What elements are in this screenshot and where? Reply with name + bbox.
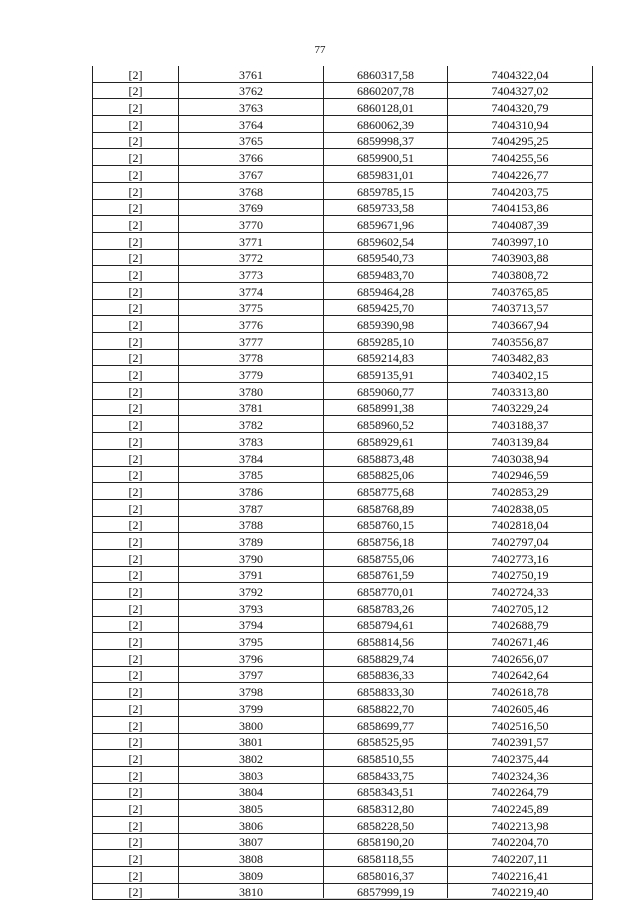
reference-cell: [2] <box>93 466 179 483</box>
x-coordinate-cell: 6858510,55 <box>324 750 448 767</box>
table-row <box>93 182 593 199</box>
table-row <box>93 867 593 884</box>
coordinates-table <box>92 66 593 900</box>
table-row <box>93 566 593 583</box>
point-number-cell: 3788 <box>179 516 324 533</box>
point-number-cell: 3762 <box>179 82 324 99</box>
y-coordinate-cell: 7402207,11 <box>448 850 593 867</box>
x-coordinate-cell: 6858775,68 <box>324 483 448 500</box>
x-coordinate-cell: 6860062,39 <box>324 116 448 133</box>
x-coordinate-cell: 6858699,77 <box>324 716 448 733</box>
x-coordinate-cell: 6858190,20 <box>324 833 448 850</box>
reference-cell: [2] <box>93 850 179 867</box>
point-number-cell: 3795 <box>179 633 324 650</box>
point-number-cell: 3761 <box>179 66 324 82</box>
y-coordinate-cell: 7403402,15 <box>448 366 593 383</box>
y-coordinate-cell: 7402219,40 <box>448 883 593 900</box>
reference-cell: [2] <box>93 282 179 299</box>
table-row <box>93 449 593 466</box>
y-coordinate-cell: 7403556,87 <box>448 333 593 350</box>
table-row <box>93 232 593 249</box>
x-coordinate-cell: 6858343,51 <box>324 783 448 800</box>
point-number-cell: 3764 <box>179 116 324 133</box>
x-coordinate-cell: 6859785,15 <box>324 182 448 199</box>
point-number-cell: 3789 <box>179 533 324 550</box>
table-row <box>93 316 593 333</box>
point-number-cell: 3766 <box>179 149 324 166</box>
reference-cell: [2] <box>93 383 179 400</box>
table-row <box>93 149 593 166</box>
point-number-cell: 3790 <box>179 549 324 566</box>
reference-cell: [2] <box>93 733 179 750</box>
x-coordinate-cell: 6859285,10 <box>324 333 448 350</box>
y-coordinate-cell: 7402245,89 <box>448 800 593 817</box>
point-number-cell: 3810 <box>179 883 324 900</box>
x-coordinate-cell: 6858760,15 <box>324 516 448 533</box>
table-row <box>93 833 593 850</box>
x-coordinate-cell: 6858836,33 <box>324 666 448 683</box>
table-row <box>93 549 593 566</box>
reference-cell: [2] <box>93 349 179 366</box>
table-row <box>93 466 593 483</box>
point-number-cell: 3776 <box>179 316 324 333</box>
point-number-cell: 3781 <box>179 399 324 416</box>
table-row <box>93 516 593 533</box>
bottom-rule <box>150 898 510 899</box>
y-coordinate-cell: 7402605,46 <box>448 700 593 717</box>
point-number-cell: 3786 <box>179 483 324 500</box>
table-row <box>93 299 593 316</box>
x-coordinate-cell: 6858768,89 <box>324 499 448 516</box>
x-coordinate-cell: 6858770,01 <box>324 583 448 600</box>
y-coordinate-cell: 7402750,19 <box>448 566 593 583</box>
point-number-cell: 3792 <box>179 583 324 600</box>
point-number-cell: 3798 <box>179 683 324 700</box>
point-number-cell: 3780 <box>179 383 324 400</box>
reference-cell: [2] <box>93 499 179 516</box>
table-row <box>93 850 593 867</box>
y-coordinate-cell: 7403667,94 <box>448 316 593 333</box>
table-row <box>93 199 593 216</box>
x-coordinate-cell: 6860207,78 <box>324 82 448 99</box>
y-coordinate-cell: 7402216,41 <box>448 867 593 884</box>
y-coordinate-cell: 7402642,64 <box>448 666 593 683</box>
reference-cell: [2] <box>93 316 179 333</box>
x-coordinate-cell: 6859135,91 <box>324 366 448 383</box>
reference-cell: [2] <box>93 433 179 450</box>
table-row <box>93 533 593 550</box>
y-coordinate-cell: 7404203,75 <box>448 182 593 199</box>
table-row <box>93 483 593 500</box>
y-coordinate-cell: 7402375,44 <box>448 750 593 767</box>
point-number-cell: 3802 <box>179 750 324 767</box>
reference-cell: [2] <box>93 182 179 199</box>
table-row <box>93 349 593 366</box>
x-coordinate-cell: 6858783,26 <box>324 600 448 617</box>
x-coordinate-cell: 6859060,77 <box>324 383 448 400</box>
y-coordinate-cell: 7403713,57 <box>448 299 593 316</box>
point-number-cell: 3809 <box>179 867 324 884</box>
y-coordinate-cell: 7402618,78 <box>448 683 593 700</box>
table-row <box>93 800 593 817</box>
point-number-cell: 3784 <box>179 449 324 466</box>
x-coordinate-cell: 6858755,06 <box>324 549 448 566</box>
table-row <box>93 433 593 450</box>
table-row <box>93 416 593 433</box>
reference-cell: [2] <box>93 600 179 617</box>
x-coordinate-cell: 6859831,01 <box>324 166 448 183</box>
point-number-cell: 3787 <box>179 499 324 516</box>
y-coordinate-cell: 7403139,84 <box>448 433 593 450</box>
reference-cell: [2] <box>93 149 179 166</box>
reference-cell: [2] <box>93 299 179 316</box>
reference-cell: [2] <box>93 99 179 116</box>
table-row <box>93 816 593 833</box>
x-coordinate-cell: 6858761,59 <box>324 566 448 583</box>
point-number-cell: 3808 <box>179 850 324 867</box>
point-number-cell: 3806 <box>179 816 324 833</box>
reference-cell: [2] <box>93 883 179 900</box>
x-coordinate-cell: 6859540,73 <box>324 249 448 266</box>
point-number-cell: 3796 <box>179 650 324 667</box>
point-number-cell: 3793 <box>179 600 324 617</box>
x-coordinate-cell: 6858929,61 <box>324 433 448 450</box>
x-coordinate-cell: 6858991,38 <box>324 399 448 416</box>
reference-cell: [2] <box>93 766 179 783</box>
point-number-cell: 3799 <box>179 700 324 717</box>
y-coordinate-cell: 7404320,79 <box>448 99 593 116</box>
point-number-cell: 3767 <box>179 166 324 183</box>
y-coordinate-cell: 7403997,10 <box>448 232 593 249</box>
reference-cell: [2] <box>93 366 179 383</box>
x-coordinate-cell: 6858822,70 <box>324 700 448 717</box>
reference-cell: [2] <box>93 666 179 683</box>
reference-cell: [2] <box>93 716 179 733</box>
table-row <box>93 683 593 700</box>
table-row <box>93 616 593 633</box>
point-number-cell: 3775 <box>179 299 324 316</box>
table-row <box>93 66 593 82</box>
y-coordinate-cell: 7404153,86 <box>448 199 593 216</box>
x-coordinate-cell: 6858873,48 <box>324 449 448 466</box>
reference-cell: [2] <box>93 533 179 550</box>
reference-cell: [2] <box>93 750 179 767</box>
x-coordinate-cell: 6859464,28 <box>324 282 448 299</box>
reference-cell: [2] <box>93 816 179 833</box>
reference-cell: [2] <box>93 132 179 149</box>
x-coordinate-cell: 6858829,74 <box>324 650 448 667</box>
point-number-cell: 3779 <box>179 366 324 383</box>
point-number-cell: 3800 <box>179 716 324 733</box>
x-coordinate-cell: 6858833,30 <box>324 683 448 700</box>
reference-cell: [2] <box>93 583 179 600</box>
x-coordinate-cell: 6858118,55 <box>324 850 448 867</box>
table-row <box>93 166 593 183</box>
point-number-cell: 3801 <box>179 733 324 750</box>
y-coordinate-cell: 7404327,02 <box>448 82 593 99</box>
x-coordinate-cell: 6858960,52 <box>324 416 448 433</box>
x-coordinate-cell: 6858228,50 <box>324 816 448 833</box>
x-coordinate-cell: 6858794,61 <box>324 616 448 633</box>
table-row <box>93 716 593 733</box>
table-row <box>93 766 593 783</box>
reference-cell: [2] <box>93 783 179 800</box>
point-number-cell: 3778 <box>179 349 324 366</box>
x-coordinate-cell: 6859900,51 <box>324 149 448 166</box>
x-coordinate-cell: 6860128,01 <box>324 99 448 116</box>
x-coordinate-cell: 6859214,83 <box>324 349 448 366</box>
reference-cell: [2] <box>93 216 179 233</box>
table-row <box>93 783 593 800</box>
point-number-cell: 3774 <box>179 282 324 299</box>
table-row <box>93 399 593 416</box>
table-row <box>93 650 593 667</box>
reference-cell: [2] <box>93 549 179 566</box>
reference-cell: [2] <box>93 199 179 216</box>
y-coordinate-cell: 7404295,25 <box>448 132 593 149</box>
table-row <box>93 333 593 350</box>
point-number-cell: 3765 <box>179 132 324 149</box>
table-row <box>93 583 593 600</box>
y-coordinate-cell: 7404226,77 <box>448 166 593 183</box>
x-coordinate-cell: 6859998,37 <box>324 132 448 149</box>
y-coordinate-cell: 7402688,79 <box>448 616 593 633</box>
x-coordinate-cell: 6858756,18 <box>324 533 448 550</box>
reference-cell: [2] <box>93 82 179 99</box>
reference-cell: [2] <box>93 867 179 884</box>
y-coordinate-cell: 7402838,05 <box>448 499 593 516</box>
reference-cell: [2] <box>93 416 179 433</box>
x-coordinate-cell: 6859602,54 <box>324 232 448 249</box>
table-row <box>93 82 593 99</box>
reference-cell: [2] <box>93 516 179 533</box>
y-coordinate-cell: 7402213,98 <box>448 816 593 833</box>
point-number-cell: 3804 <box>179 783 324 800</box>
table-row <box>93 750 593 767</box>
table-row <box>93 216 593 233</box>
y-coordinate-cell: 7402705,12 <box>448 600 593 617</box>
y-coordinate-cell: 7402264,79 <box>448 783 593 800</box>
y-coordinate-cell: 7403765,85 <box>448 282 593 299</box>
point-number-cell: 3769 <box>179 199 324 216</box>
x-coordinate-cell: 6860317,58 <box>324 66 448 82</box>
table-row <box>93 633 593 650</box>
table-row <box>93 132 593 149</box>
y-coordinate-cell: 7404322,04 <box>448 66 593 82</box>
y-coordinate-cell: 7402818,04 <box>448 516 593 533</box>
reference-cell: [2] <box>93 249 179 266</box>
x-coordinate-cell: 6858814,56 <box>324 633 448 650</box>
reference-cell: [2] <box>93 399 179 416</box>
point-number-cell: 3797 <box>179 666 324 683</box>
reference-cell: [2] <box>93 66 179 82</box>
y-coordinate-cell: 7402724,33 <box>448 583 593 600</box>
y-coordinate-cell: 7402324,36 <box>448 766 593 783</box>
point-number-cell: 3773 <box>179 266 324 283</box>
point-number-cell: 3794 <box>179 616 324 633</box>
y-coordinate-cell: 7402204,70 <box>448 833 593 850</box>
table-row <box>93 116 593 133</box>
x-coordinate-cell: 6859671,96 <box>324 216 448 233</box>
point-number-cell: 3791 <box>179 566 324 583</box>
y-coordinate-cell: 7402656,07 <box>448 650 593 667</box>
y-coordinate-cell: 7403808,72 <box>448 266 593 283</box>
reference-cell: [2] <box>93 633 179 650</box>
point-number-cell: 3783 <box>179 433 324 450</box>
reference-cell: [2] <box>93 116 179 133</box>
x-coordinate-cell: 6858016,37 <box>324 867 448 884</box>
x-coordinate-cell: 6858825,06 <box>324 466 448 483</box>
y-coordinate-cell: 7402391,57 <box>448 733 593 750</box>
reference-cell: [2] <box>93 166 179 183</box>
x-coordinate-cell: 6857999,19 <box>324 883 448 900</box>
page-number: 77 <box>314 44 326 56</box>
coordinates-table-container <box>92 66 593 900</box>
reference-cell: [2] <box>93 833 179 850</box>
y-coordinate-cell: 7402516,50 <box>448 716 593 733</box>
table-row <box>93 733 593 750</box>
table-row <box>93 499 593 516</box>
x-coordinate-cell: 6858525,95 <box>324 733 448 750</box>
y-coordinate-cell: 7403038,94 <box>448 449 593 466</box>
y-coordinate-cell: 7403229,24 <box>448 399 593 416</box>
point-number-cell: 3777 <box>179 333 324 350</box>
table-row <box>93 249 593 266</box>
y-coordinate-cell: 7403482,83 <box>448 349 593 366</box>
y-coordinate-cell: 7404310,94 <box>448 116 593 133</box>
y-coordinate-cell: 7404255,56 <box>448 149 593 166</box>
point-number-cell: 3772 <box>179 249 324 266</box>
reference-cell: [2] <box>93 333 179 350</box>
point-number-cell: 3763 <box>179 99 324 116</box>
x-coordinate-cell: 6859733,58 <box>324 199 448 216</box>
reference-cell: [2] <box>93 616 179 633</box>
y-coordinate-cell: 7402946,59 <box>448 466 593 483</box>
table-row <box>93 600 593 617</box>
reference-cell: [2] <box>93 566 179 583</box>
y-coordinate-cell: 7402671,46 <box>448 633 593 650</box>
table-row <box>93 700 593 717</box>
point-number-cell: 3803 <box>179 766 324 783</box>
point-number-cell: 3768 <box>179 182 324 199</box>
reference-cell: [2] <box>93 266 179 283</box>
point-number-cell: 3771 <box>179 232 324 249</box>
table-row <box>93 99 593 116</box>
x-coordinate-cell: 6859483,70 <box>324 266 448 283</box>
table-row <box>93 266 593 283</box>
coordinates-table-body <box>93 66 593 900</box>
y-coordinate-cell: 7403313,80 <box>448 383 593 400</box>
table-row <box>93 282 593 299</box>
y-coordinate-cell: 7402853,29 <box>448 483 593 500</box>
y-coordinate-cell: 7404087,39 <box>448 216 593 233</box>
x-coordinate-cell: 6859425,70 <box>324 299 448 316</box>
x-coordinate-cell: 6859390,98 <box>324 316 448 333</box>
y-coordinate-cell: 7403903,88 <box>448 249 593 266</box>
reference-cell: [2] <box>93 232 179 249</box>
reference-cell: [2] <box>93 449 179 466</box>
point-number-cell: 3782 <box>179 416 324 433</box>
table-row <box>93 366 593 383</box>
point-number-cell: 3805 <box>179 800 324 817</box>
reference-cell: [2] <box>93 683 179 700</box>
y-coordinate-cell: 7402773,16 <box>448 549 593 566</box>
point-number-cell: 3770 <box>179 216 324 233</box>
table-row <box>93 383 593 400</box>
point-number-cell: 3785 <box>179 466 324 483</box>
x-coordinate-cell: 6858312,80 <box>324 800 448 817</box>
reference-cell: [2] <box>93 650 179 667</box>
x-coordinate-cell: 6858433,75 <box>324 766 448 783</box>
y-coordinate-cell: 7403188,37 <box>448 416 593 433</box>
point-number-cell: 3807 <box>179 833 324 850</box>
reference-cell: [2] <box>93 483 179 500</box>
y-coordinate-cell: 7402797,04 <box>448 533 593 550</box>
table-row <box>93 666 593 683</box>
reference-cell: [2] <box>93 700 179 717</box>
reference-cell: [2] <box>93 800 179 817</box>
